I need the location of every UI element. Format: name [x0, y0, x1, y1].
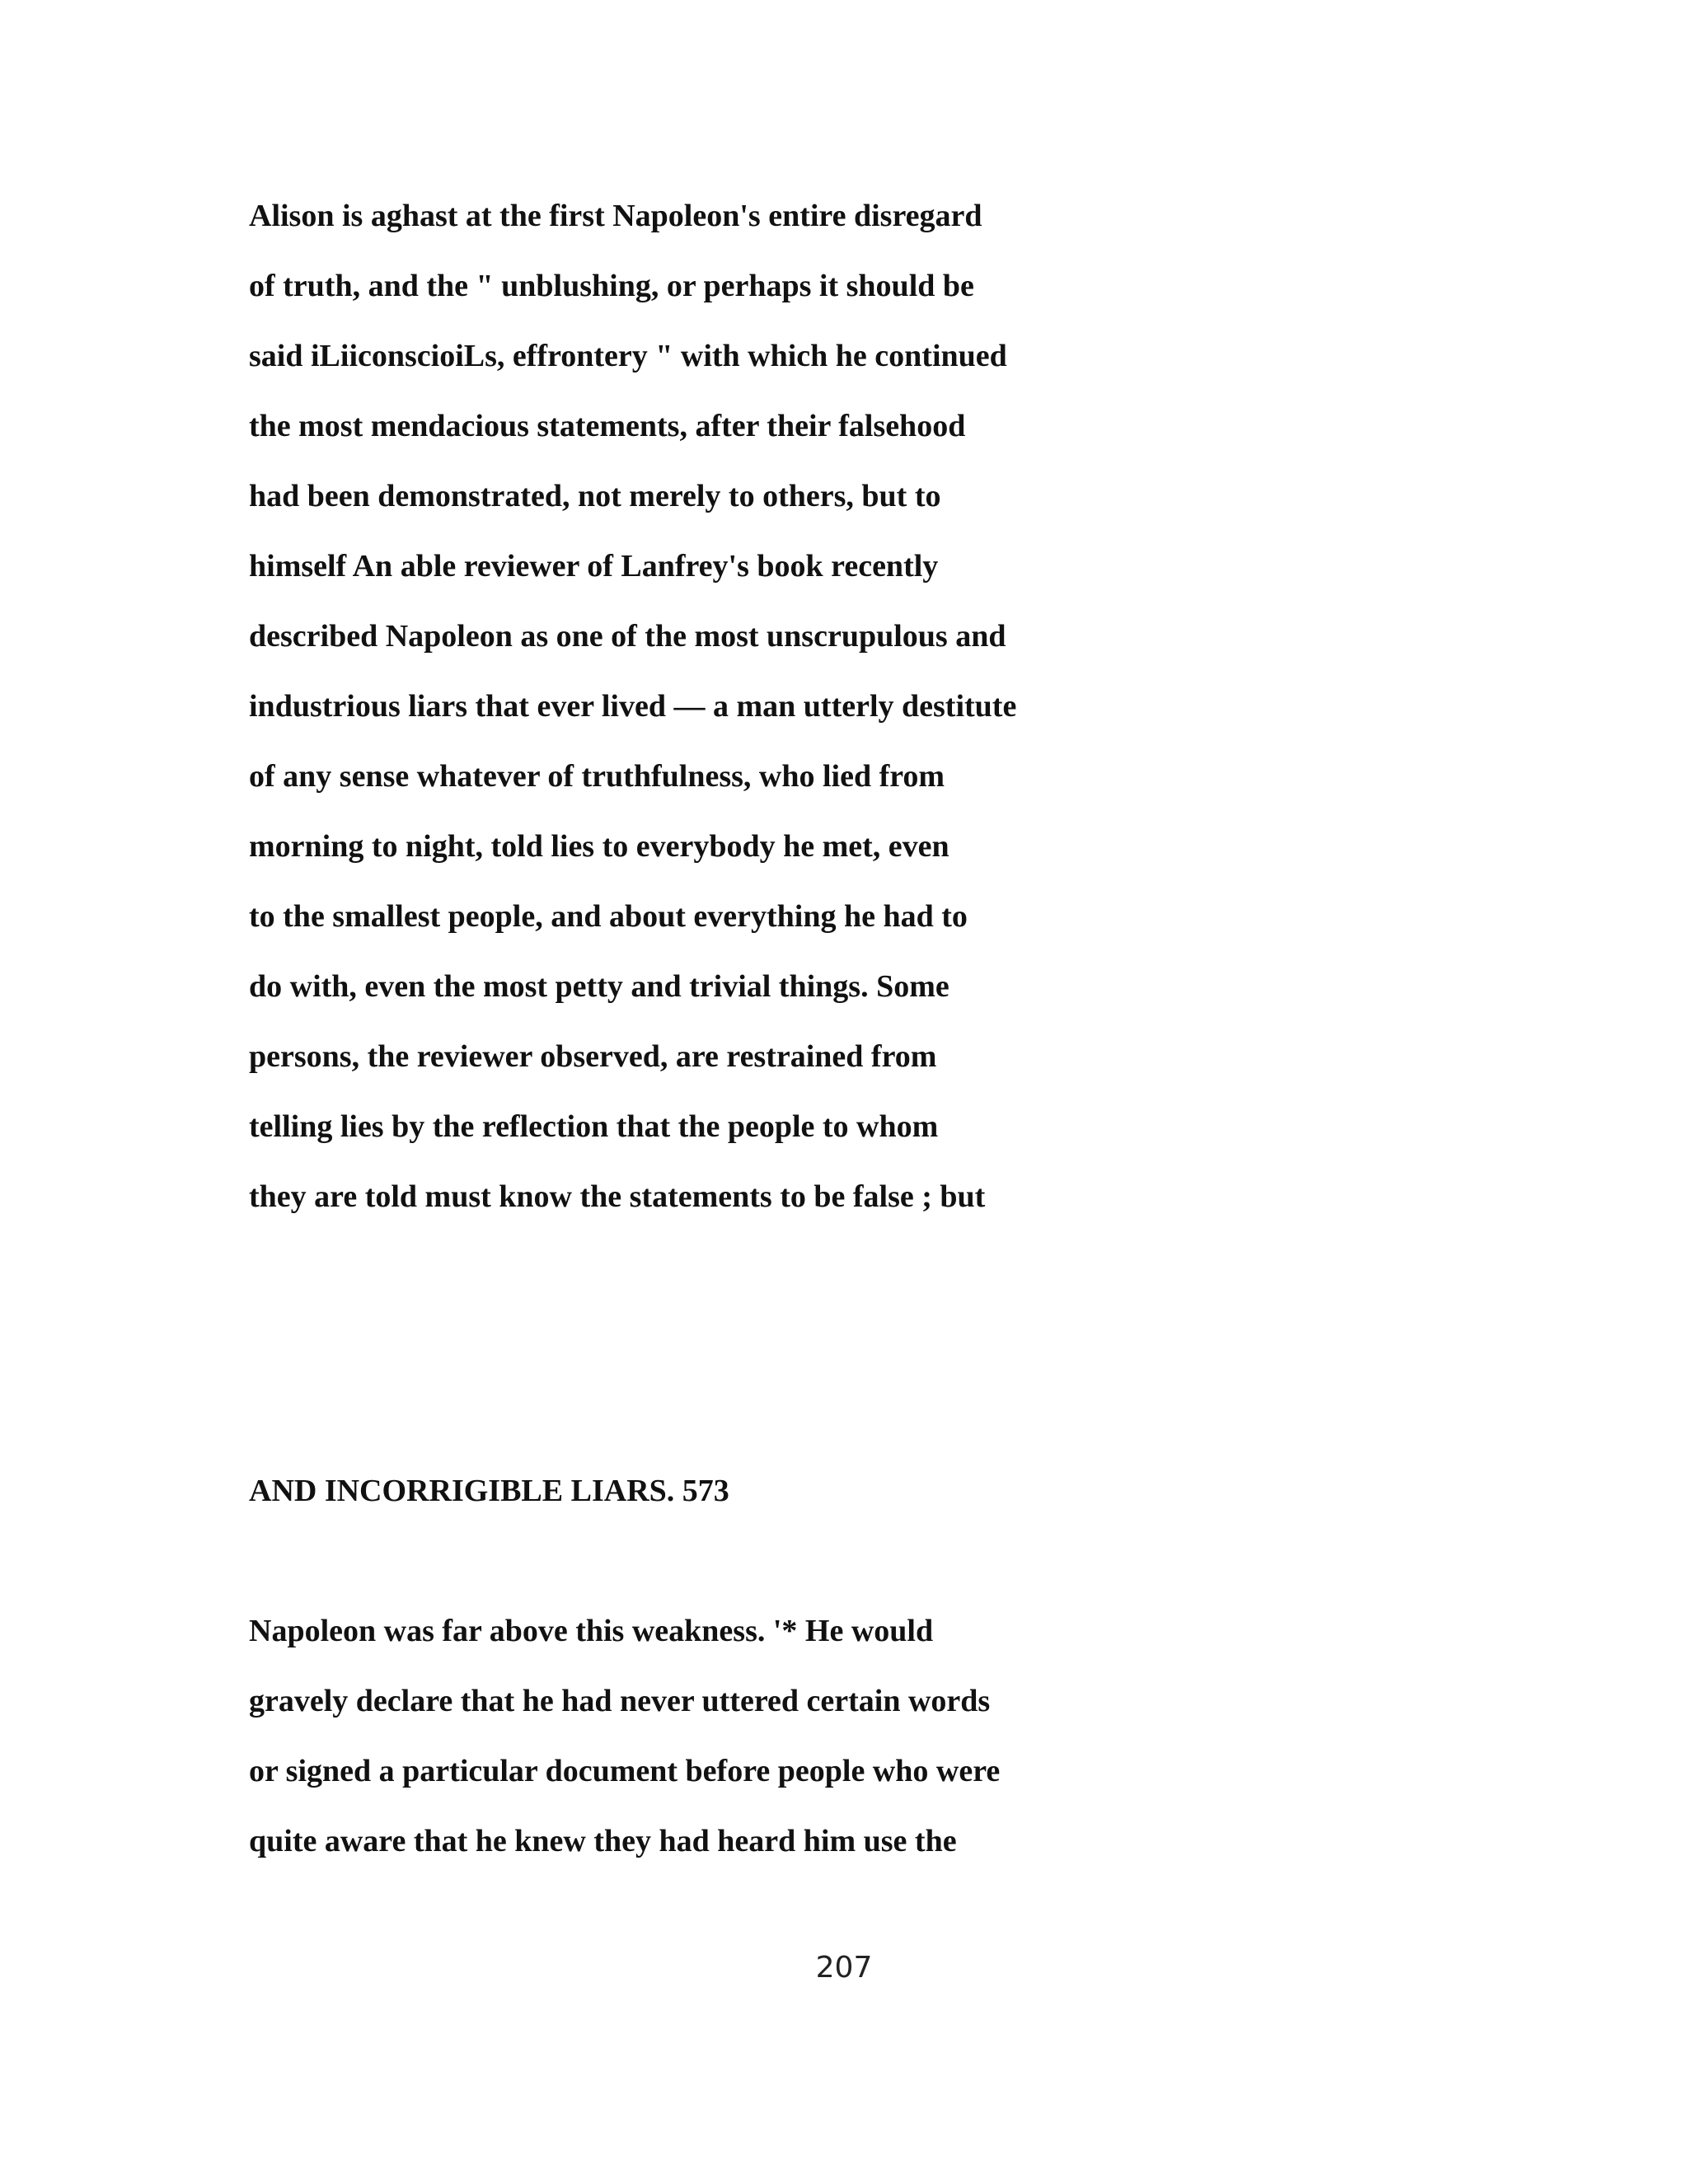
text-line: telling lies by the reflection that the people to whom: [249, 1109, 939, 1144]
text-line: they are told must know the statements to be false ; but: [249, 1179, 986, 1214]
text-line: do with, even the most petty and trivial things. Some: [249, 969, 950, 1004]
text-line: Alison is aghast at the first Napoleon's entire disregard: [249, 199, 982, 233]
text-line: morning to night, told lies to everybody he met, even: [249, 829, 950, 864]
text-line: industrious liars that ever lived — a man utterly destitute: [249, 689, 1017, 724]
text-line: had been demonstrated, not merely to others, but to: [249, 479, 941, 513]
text-line: gravely declare that he had never uttered certain words: [249, 1684, 991, 1718]
running-header: AND INCORRIGIBLE LIARS. 573: [249, 1474, 729, 1508]
text-line: described Napoleon as one of the most unscrupulous and: [249, 619, 1006, 654]
text-line: of any sense whatever of truthfulness, who lied from: [249, 759, 945, 794]
text-line: quite aware that he knew they had heard him use the: [249, 1824, 957, 1858]
text-line: persons, the reviewer observed, are restrained from: [249, 1039, 937, 1074]
text-line: said iLiiconscioiLs, effrontery " with which he continued: [249, 339, 1007, 373]
text-line: himself An able reviewer of Lanfrey's book recently: [249, 549, 939, 583]
text-line: or signed a particular document before people who were: [249, 1754, 1001, 1788]
text-line: of truth, and the " unblushing, or perhaps it should be: [249, 269, 974, 303]
text-line: Napoleon was far above this weakness. '* He would: [249, 1614, 934, 1648]
text-line: the most mendacious statements, after their falsehood: [249, 409, 966, 443]
page-number: 207: [815, 1951, 873, 1985]
text-line: to the smallest people, and about everything he had to: [249, 899, 968, 934]
